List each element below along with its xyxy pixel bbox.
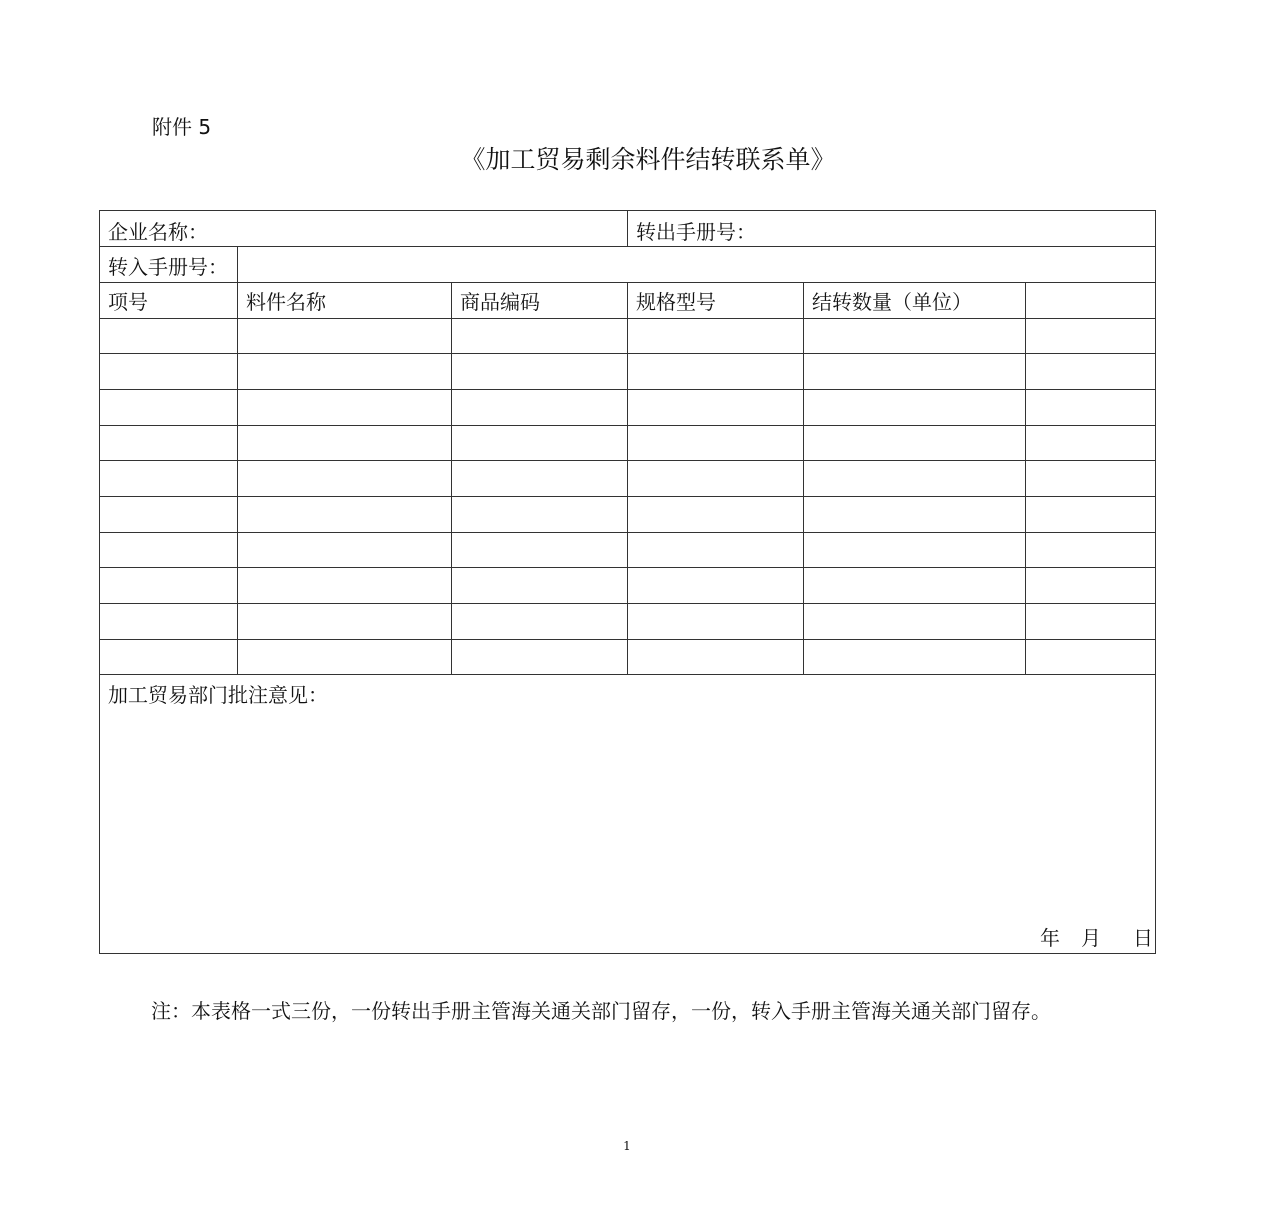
- date-month-label: 月: [1081, 926, 1101, 950]
- date-year-label: 年: [1040, 926, 1060, 950]
- document-title: 《加工贸易剩余料件结转联系单》: [460, 145, 836, 174]
- attachment-label: 附件 5: [152, 115, 212, 139]
- company-manual-divider: [627, 211, 628, 246]
- company-name-label: 企业名称：: [108, 220, 208, 244]
- table-column-divider: [627, 282, 628, 674]
- approval-section-divider: [100, 674, 1155, 675]
- table-column-divider: [1025, 282, 1026, 674]
- specification-model-header: 规格型号: [636, 290, 716, 314]
- page-number: 1: [623, 1139, 631, 1153]
- table-column-divider: [451, 282, 452, 674]
- transfer-in-manual-label: 转入手册号：: [108, 255, 228, 279]
- table-column-divider: [803, 282, 804, 674]
- transfer-out-manual-label: 转出手册号：: [636, 220, 756, 244]
- transfer-form-table: [99, 210, 1156, 954]
- commodity-code-header: 商品编码: [460, 290, 540, 314]
- material-name-header: 料件名称: [246, 290, 326, 314]
- item-number-header: 项号: [108, 290, 148, 314]
- date-day-label: 日: [1133, 926, 1153, 950]
- form-row-divider: [100, 246, 1155, 247]
- transfer-in-label-divider: [237, 246, 238, 282]
- transfer-quantity-header: 结转数量（单位）: [812, 290, 972, 314]
- form-note: 注：本表格一式三份，一份转出手册主管海关通关部门留存，一份，转入手册主管海关通关部门留存。: [151, 999, 1051, 1023]
- table-column-divider: [237, 282, 238, 674]
- approval-opinion-label: 加工贸易部门批注意见：: [108, 683, 328, 707]
